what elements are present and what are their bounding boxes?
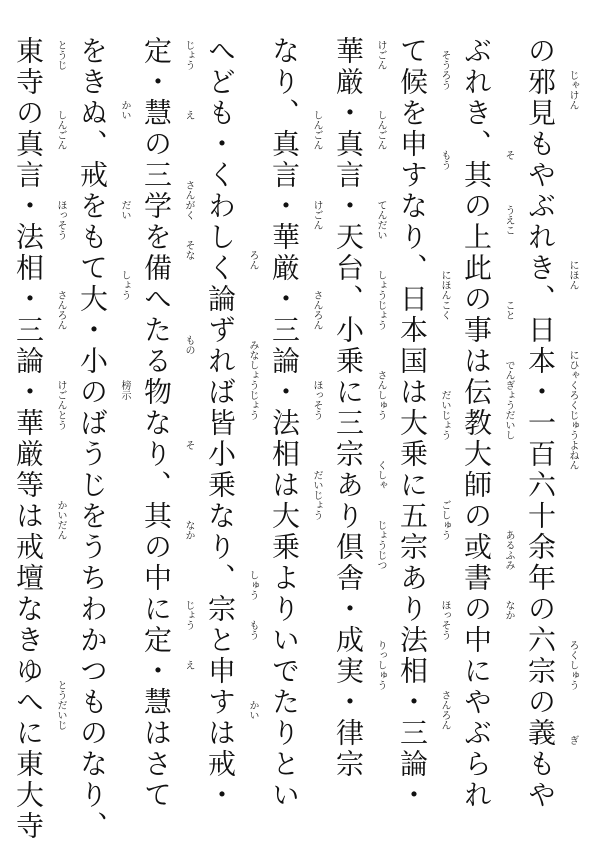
ruby-annotation: さんろん [55, 290, 66, 330]
ruby-annotation: だいじょう [439, 390, 450, 440]
ruby-annotation: しょうじょう [375, 270, 386, 330]
text-column-3: て候を申すなり、日本国は大乗に五宗あり法相・三論・ [396, 36, 429, 811]
text-column-2: ぶれき、其の上此の事は伝教大師の或書の中にやぶられ [460, 36, 493, 811]
ruby-annotation: ごしゅう [439, 500, 450, 540]
ruby-annotation: けごん [311, 200, 322, 230]
ruby-annotation: りっしゅう [375, 640, 386, 690]
ruby-annotation: だい [119, 200, 130, 220]
ruby-annotation: さんろん [439, 690, 450, 730]
ruby-annotation: もう [439, 150, 450, 170]
ruby-annotation: かいだん [55, 500, 66, 540]
ruby-annotation: じゃけん [567, 70, 578, 110]
ruby-annotation: なか [183, 520, 194, 540]
ruby-annotation: とうだいじ [55, 680, 66, 730]
ruby-annotation: じょう [183, 600, 194, 630]
ruby-annotation: あるふみ [503, 530, 514, 570]
ruby-annotation: だいじょう [311, 470, 322, 520]
text-column-6: へども・くわしく論ずれば皆小乗なり、宗と申すは戒・ [204, 36, 237, 811]
ruby-annotation: さんがく [183, 180, 194, 220]
ruby-annotation: じょう [183, 40, 194, 70]
ruby-annotation: ぎ [567, 735, 578, 745]
ruby-annotation: え [183, 110, 194, 120]
ruby-annotation: さんろん [311, 290, 322, 330]
ruby-annotation: くしゃ [375, 460, 386, 490]
ruby-annotation: 榜示 [119, 380, 130, 400]
ruby-annotation: でんぎょうだいし [503, 360, 514, 440]
ruby-annotation: ほっそう [311, 380, 322, 420]
text-column-4: 華厳・真言・天台、小乗に三宗あり倶舎・成実・律宗 [332, 36, 365, 780]
ruby-annotation: さんしゅう [375, 370, 386, 420]
ruby-annotation: もう [247, 620, 258, 640]
ruby-annotation: みなしょうじょう [247, 340, 258, 420]
ruby-annotation: うえこ [503, 205, 514, 235]
ruby-annotation: ほっそう [439, 600, 450, 640]
ruby-annotation: かい [247, 700, 258, 720]
ruby-annotation: てんだい [375, 200, 386, 240]
text-column-9: 東寺の真言・法相・三論・華厳等は戒壇なきゆへに東大寺 [12, 36, 45, 842]
ruby-annotation: しんごん [375, 110, 386, 150]
text-column-7: 定・慧の三学を備へたる物なり、其の中に定・慧はさて [140, 36, 173, 811]
ruby-annotation: とうじ [55, 40, 66, 70]
ruby-annotation: ろん [247, 250, 258, 270]
ruby-annotation: もの [183, 335, 194, 355]
ruby-annotation: にほん [567, 260, 578, 290]
ruby-annotation: かい [119, 100, 130, 120]
ruby-annotation: しんごん [311, 110, 322, 150]
ruby-annotation: こと [503, 300, 514, 320]
ruby-annotation: けごんとう [55, 380, 66, 430]
ruby-annotation: しょう [119, 270, 130, 300]
ruby-annotation: にひゃくろくじゅうよねん [567, 350, 578, 470]
ruby-annotation: にほんこく [439, 270, 450, 320]
ruby-annotation: ほっそう [55, 200, 66, 240]
ruby-annotation: そ [183, 440, 194, 450]
ruby-annotation: ろくしゅう [567, 640, 578, 690]
ruby-annotation: じょうじつ [375, 520, 386, 570]
text-column-1: の邪見もやぶれき、日本・一百六十余年の六宗の義もや [524, 36, 557, 811]
ruby-annotation: そ [503, 150, 514, 160]
ruby-annotation: え [183, 660, 194, 670]
ruby-annotation: しゅう [247, 570, 258, 600]
ruby-annotation: けごん [375, 40, 386, 70]
ruby-annotation: そうろう [439, 50, 450, 90]
text-column-8: をきぬ、戒をもて大・小のばうじをうちわかつものなり、 [76, 36, 109, 842]
ruby-annotation: そな [183, 240, 194, 260]
ruby-annotation: なか [503, 600, 514, 620]
text-column-5: なり、真言・華厳・三論・法相は大乗よりいでたりとい [268, 36, 301, 811]
ruby-annotation: しんごん [55, 110, 66, 150]
